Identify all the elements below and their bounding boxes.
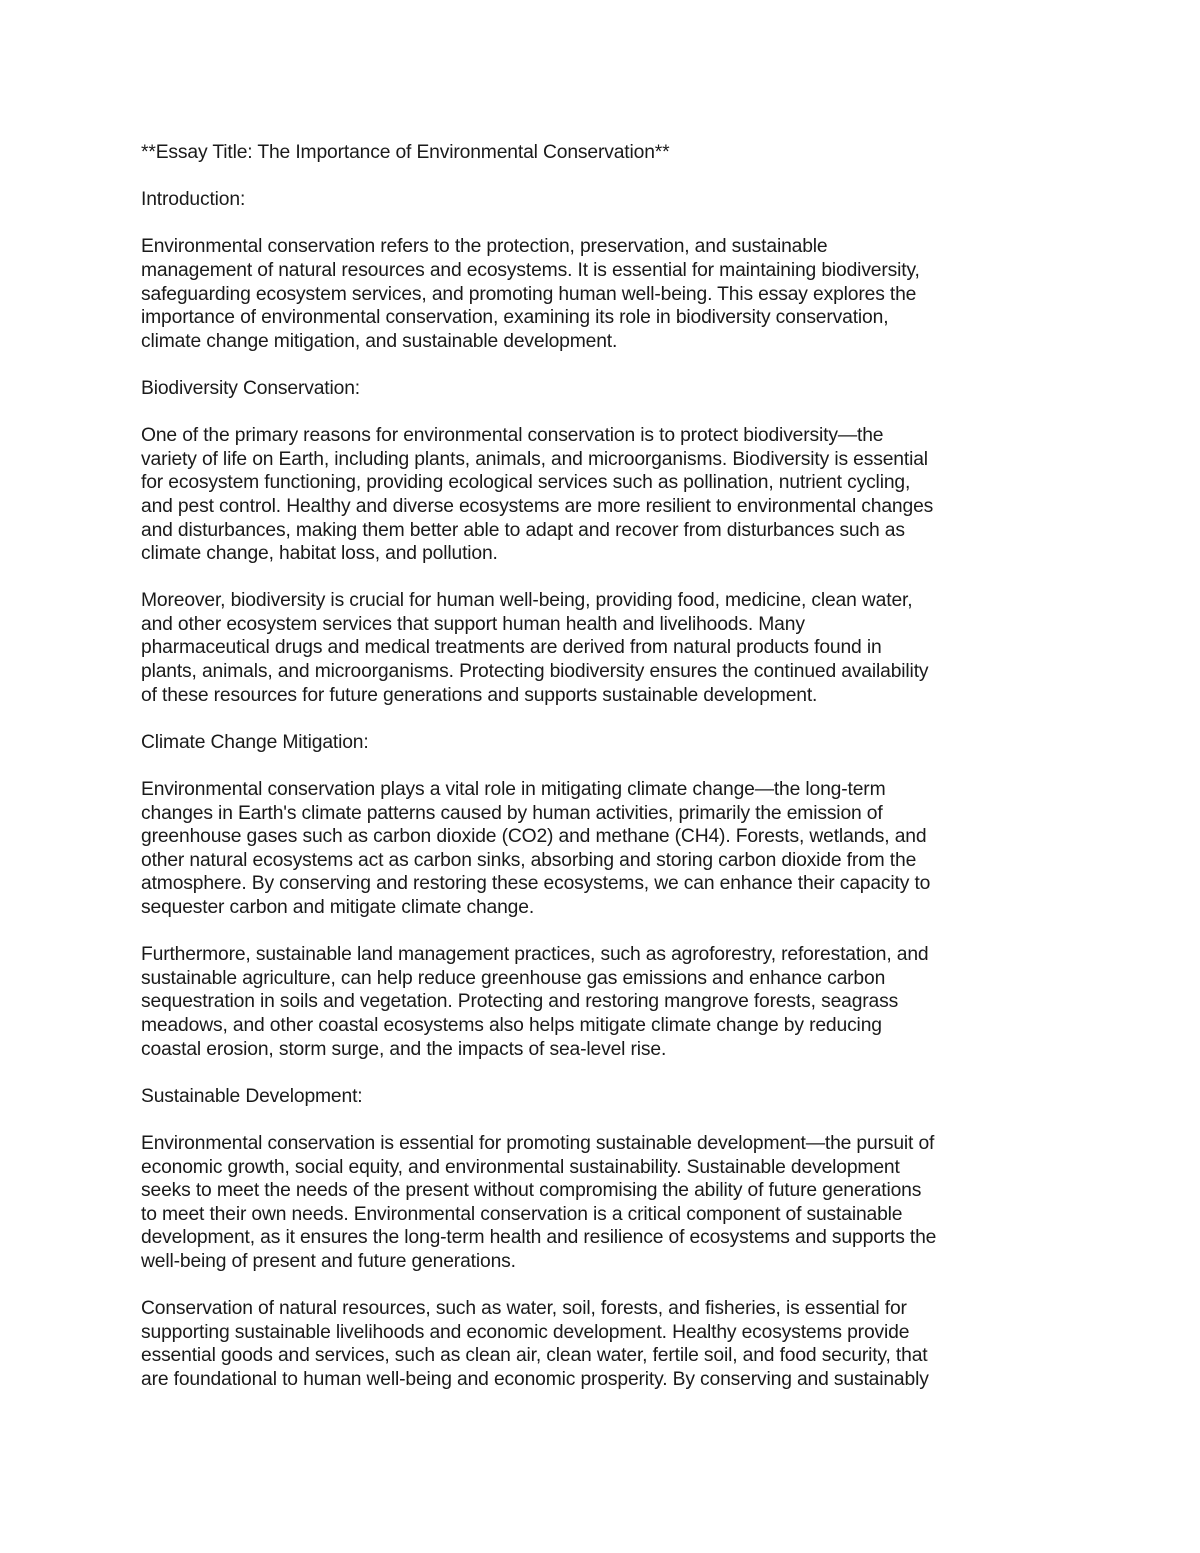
paragraph: [141, 1132, 1066, 1274]
text-line: Climate Change Mitigation:: [141, 731, 369, 753]
text-line: coastal erosion, storm surge, and the impacts of sea-level rise.: [141, 1038, 667, 1060]
paragraph: [141, 943, 1066, 1061]
paragraph: [141, 1297, 1066, 1391]
text-line: changes in Earth's climate patterns caused by human activities, primarily the emission of: [141, 802, 883, 824]
paragraph: [141, 424, 1066, 566]
paragraph: [141, 778, 1066, 920]
text-line: and disturbances, making them better able to adapt and recover from disturbances such as: [141, 519, 905, 541]
text-line: greenhouse gases such as carbon dioxide (CO2) and methane (CH4). Forests, wetlands, and: [141, 826, 927, 848]
text-line: sustainable agriculture, can help reduce greenhouse gas emissions and enhance carbon: [141, 967, 886, 989]
text-line: Moreover, biodiversity is crucial for human well-being, providing food, medicine, clean water,: [141, 590, 913, 612]
section-heading: [141, 731, 1066, 755]
section-heading: [141, 1085, 1066, 1109]
text-line: and pest control. Healthy and diverse ecosystems are more resilient to environmental changes: [141, 495, 934, 517]
text-line: sequester carbon and mitigate climate change.: [141, 897, 535, 918]
section-heading: [141, 188, 1066, 212]
text-line: Conservation of natural resources, such as water, soil, forests, and fisheries, is essential for: [141, 1298, 907, 1320]
text-line: meadows, and other coastal ecosystems also helps mitigate climate change by reducing: [141, 1014, 882, 1036]
text-line: Introduction:: [141, 189, 246, 211]
text-line: well-being of present and future generations.: [141, 1250, 516, 1272]
essay-paragraphs: [141, 188, 1066, 1391]
text-line: Environmental conservation refers to the protection, preservation, and sustainable: [141, 236, 828, 258]
text-line: economic growth, social equity, and environmental sustainability. Sustainable development: [141, 1156, 900, 1178]
text-line: plants, animals, and microorganisms. Protecting biodiversity ensures the continued availability: [141, 661, 929, 683]
text-line: Environmental conservation plays a vital role in mitigating climate change—the long-term: [141, 779, 886, 801]
text-line: climate change mitigation, and sustainable development.: [141, 330, 618, 352]
essay-title: **Essay Title: The Importance of Environmental Conservation**: [141, 142, 670, 163]
text-line: Biodiversity Conservation:: [141, 377, 361, 399]
text-line: other natural ecosystems act as carbon sinks, absorbing and storing carbon dioxide from the: [141, 849, 917, 871]
essay-body: [141, 141, 1066, 1415]
text-line: Sustainable Development:: [141, 1085, 363, 1107]
text-line: variety of life on Earth, including plants, animals, and microorganisms. Biodiversity is essential: [141, 448, 928, 470]
text-line: essential goods and services, such as clean air, clean water, fertile soil, and food security, that: [141, 1345, 928, 1367]
text-line: One of the primary reasons for environmental conservation is to protect biodiversity—the: [141, 425, 884, 447]
text-line: development, as it ensures the long-term health and resilience of ecosystems and supports the: [141, 1227, 937, 1249]
text-line: of these resources for future generations and supports sustainable development.: [141, 684, 818, 706]
paragraph: [141, 235, 1066, 353]
text-line: seeks to meet the needs of the present without compromising the ability of future generations: [141, 1180, 922, 1202]
text-line: sequestration in soils and vegetation. Protecting and restoring mangrove forests, seagrass: [141, 991, 899, 1013]
text-line: safeguarding ecosystem services, and promoting human well-being. This essay explores the: [141, 283, 917, 305]
text-line: and other ecosystem services that support human health and livelihoods. Many: [141, 613, 805, 635]
text-line: Furthermore, sustainable land management practices, such as agroforestry, reforestation, and: [141, 944, 929, 966]
section-heading: [141, 377, 1066, 401]
text-line: pharmaceutical drugs and medical treatments are derived from natural products found in: [141, 637, 882, 659]
text-line: supporting sustainable livelihoods and economic development. Healthy ecosystems provide: [141, 1321, 910, 1343]
text-line: management of natural resources and ecosystems. It is essential for maintaining biodiversity,: [141, 259, 920, 281]
text-line: for ecosystem functioning, providing ecological services such as pollination, nutrient cycling,: [141, 472, 911, 494]
text-line: climate change, habitat loss, and pollution.: [141, 543, 498, 565]
text-line: Environmental conservation is essential for promoting sustainable development—the pursuit of: [141, 1132, 935, 1154]
text-line: to meet their own needs. Environmental conservation is a critical component of sustainable: [141, 1203, 903, 1225]
text-line: atmosphere. By conserving and restoring these ecosystems, we can enhance their capacity to: [141, 873, 931, 895]
paragraph: [141, 589, 1066, 707]
text-line: importance of environmental conservation, examining its role in biodiversity conservation,: [141, 307, 889, 329]
text-line: are foundational to human well-being and economic prosperity. By conserving and sustainably: [141, 1368, 929, 1390]
